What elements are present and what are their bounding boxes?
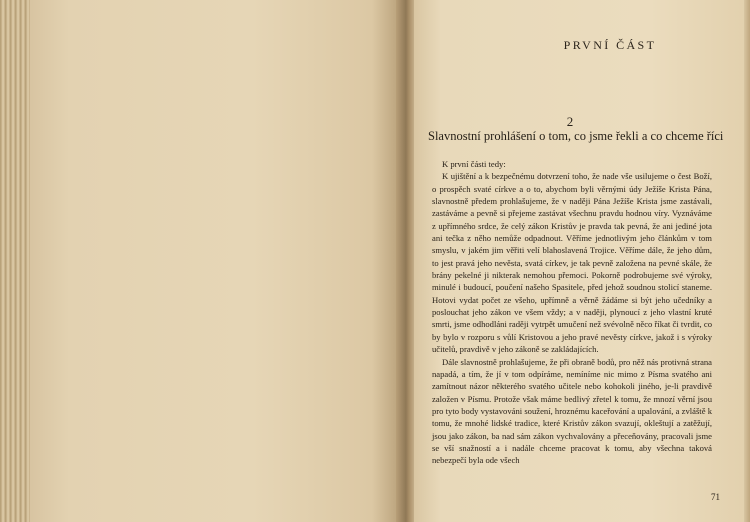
chapter-number: 2 xyxy=(566,114,574,129)
left-page xyxy=(24,0,402,522)
part-title: PRVNÍ ČÁST xyxy=(563,38,657,52)
paragraph: K první části tedy: xyxy=(442,159,506,169)
paragraph: Dále slavnostně prohlašujeme, že při obraně bodů, pro něž nás protivná strana napadá, a tím, že jí v tom odpíráme, nemíníme nic mimo z Písma svatého ani zamítnout názor některého svatého učitele nebo kohokoli jiného, je-li pravdivě založen v Písmu. Protože však máme bedlivý zřetel k tomu, že mnozí věrní jsou pro tyto body vystavováni soužení, hroznému kaceřování a upalování, a zvláště k tomu, že mnohé lidské tradice, které Kristův zákon svazují, okleštují a zatěžují, jsou jako zákon, ba nad sám zákon vychvalovány a přeceňovány, pracovali jsme se vší snažností a i nadále chceme pracovat k tomu, aby všechna taková nebezpečí byla ode všech xyxy=(432,356,712,466)
paragraph: K ujištění a k bezpečnému dotvrzení toho, že nade vše usilujeme o čest Boží, o prospěch svaté církve a o to, abychom byli věrnými údy Ježíše Krista Pána, slavnostně předem prohlašujeme, že v naději Pána Ježíše Krista jsme zastávali, zastáváme a pevně si přejeme zastávat všechnu pravdu hodnou víry. Vyznáváme z upřímného srdce, že celý zákon Kristův je pravda tak pevná, že ani jediné jota ani tečka z něho nemůže odpadnout. Věříme jednotlivým jeho článkům v tom smyslu, v jakém jim věřiti velí blahoslavená Trojice. Věříme dále, že jeho dům, to jest pravá jeho nevěsta, svatá církev, je tak pevně založena na pevné skále, že brány pekelné ji nikterak nemohou přemoci. Pokorně podrobujeme své výroky, minulé i budoucí, poučení našeho Spasitele, před jehož soudnou stolicí staneme. Hotovi vydat počet ze všeho, upřímně a věrně žádáme si být jeho učedníky a poslouchat jeho zákon ve všem vždy; a v naději, plynoucí z jeho vlastní kruté smrti, jsme odhodláni raději vytrpět umučení než svévolně něco říkat či tvrdit, co by bylo v rozporu s vůlí Kristovou a jeho pravé nevěsty církve, jakož i s výroky učitelů, pravdivě v jeho zákoně se zakládajících. xyxy=(432,171,712,355)
body-text xyxy=(432,158,712,467)
right-page-edge xyxy=(744,0,750,522)
page-edges xyxy=(0,0,30,522)
page-number: 71 xyxy=(711,492,720,502)
chapter-heading: Slavnostní prohlášení o tom, co jsme řekli a co chceme říci xyxy=(428,129,724,143)
